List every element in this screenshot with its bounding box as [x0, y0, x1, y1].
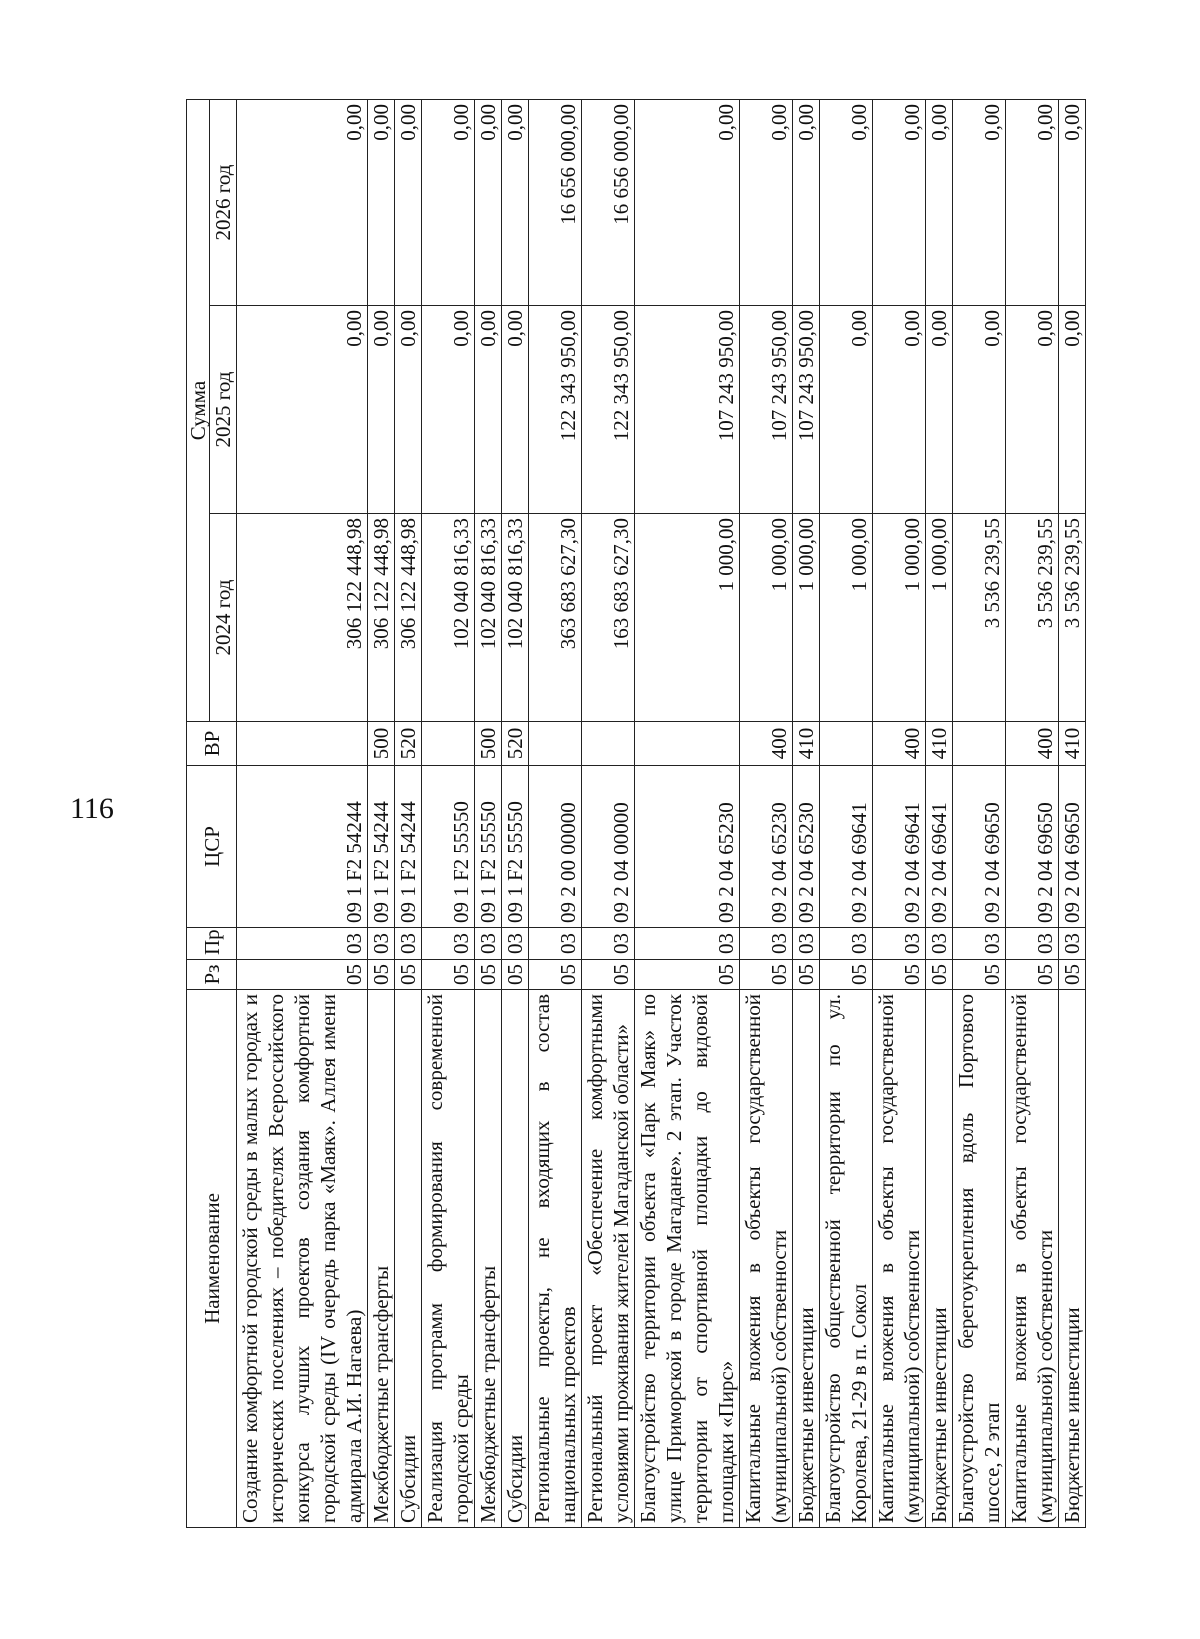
cell-pr: 03 [635, 928, 740, 960]
table-row [635, 99, 740, 1527]
cell-rz: 05 [237, 960, 368, 990]
cell-2026: 0,00 [953, 99, 1006, 305]
cell-pr: 03 [1059, 928, 1086, 960]
cell-rz: 05 [926, 960, 953, 990]
cell-csr: 09 2 04 69641 [873, 766, 926, 928]
cell-2025: 0,00 [368, 306, 395, 514]
cell-2024: 1 000,00 [926, 514, 953, 722]
cell-vr: 410 [926, 722, 953, 766]
cell-2024: 1 000,00 [873, 514, 926, 722]
rotated-table-container [186, 100, 1094, 1528]
cell-pr: 03 [926, 928, 953, 960]
table-row [1006, 99, 1059, 1527]
cell-2026: 16 656 000,00 [529, 99, 582, 305]
header-vr: ВР [187, 722, 237, 766]
cell-2025: 107 243 950,00 [740, 306, 793, 514]
cell-rz: 05 [953, 960, 1006, 990]
cell-rz: 05 [1059, 960, 1086, 990]
cell-name: Создание комфортной городской среды в малых городах и исторических поселениях – победителях Всероссийского конкурса лучших проектов создания комфортной городской среды (IV очередь парка «Маяк». Аллея имени адмирала А.И. Нагаева) [237, 990, 368, 1528]
cell-vr: 520 [502, 722, 529, 766]
cell-vr: 500 [475, 722, 502, 766]
cell-vr [635, 722, 740, 766]
cell-2025: 122 343 950,00 [529, 306, 582, 514]
cell-rz: 05 [1006, 960, 1059, 990]
cell-csr: 09 2 00 00000 [529, 766, 582, 928]
table-row [422, 99, 475, 1527]
cell-2024: 102 040 816,33 [502, 514, 529, 722]
cell-2024: 1 000,00 [820, 514, 873, 722]
cell-2026: 0,00 [1059, 99, 1086, 305]
cell-rz: 05 [395, 960, 422, 990]
budget-table [186, 99, 1086, 1528]
header-2024: 2024 год [210, 514, 237, 722]
header-name: Наименование [187, 990, 237, 1528]
header-2025: 2025 год [210, 306, 237, 514]
cell-pr: 03 [237, 928, 368, 960]
cell-pr: 03 [1006, 928, 1059, 960]
cell-2024: 163 683 627,30 [582, 514, 635, 722]
cell-pr: 03 [873, 928, 926, 960]
cell-name: Капитальные вложения в объекты государственной (муниципальной) собственности [740, 990, 793, 1528]
cell-2025: 0,00 [873, 306, 926, 514]
cell-2025: 0,00 [1059, 306, 1086, 514]
cell-name: Межбюджетные трансферты [368, 990, 395, 1528]
cell-name: Бюджетные инвестиции [793, 990, 820, 1528]
cell-2025: 0,00 [953, 306, 1006, 514]
cell-pr: 03 [953, 928, 1006, 960]
cell-pr: 03 [475, 928, 502, 960]
cell-name: Бюджетные инвестиции [1059, 990, 1086, 1528]
cell-vr: 410 [1059, 722, 1086, 766]
cell-2026: 0,00 [422, 99, 475, 305]
cell-rz: 05 [529, 960, 582, 990]
cell-2024: 1 000,00 [740, 514, 793, 722]
cell-rz: 05 [635, 960, 740, 990]
header-pr: Пр [187, 928, 237, 960]
cell-2026: 0,00 [475, 99, 502, 305]
cell-2025: 0,00 [237, 306, 368, 514]
header-rz: Рз [187, 960, 237, 990]
cell-vr: 400 [740, 722, 793, 766]
cell-2024: 363 683 627,30 [529, 514, 582, 722]
cell-csr: 09 1 F2 55550 [422, 766, 475, 928]
cell-rz: 05 [740, 960, 793, 990]
table-row [368, 99, 395, 1527]
cell-vr [953, 722, 1006, 766]
table-row [953, 99, 1006, 1527]
cell-vr [422, 722, 475, 766]
cell-csr: 09 2 04 69650 [1059, 766, 1086, 928]
cell-name: Региональные проекты, не входящих в состав национальных проектов [529, 990, 582, 1528]
table-row [1059, 99, 1086, 1527]
cell-vr: 400 [1006, 722, 1059, 766]
cell-pr: 03 [529, 928, 582, 960]
cell-pr: 03 [395, 928, 422, 960]
cell-pr: 03 [820, 928, 873, 960]
cell-name: Благоустройство общественной территории по ул. Королева, 21-29 в п. Сокол [820, 990, 873, 1528]
cell-2026: 0,00 [237, 99, 368, 305]
table-row [793, 99, 820, 1527]
cell-vr: 410 [793, 722, 820, 766]
table-row [926, 99, 953, 1527]
cell-2026: 0,00 [502, 99, 529, 305]
table-row [873, 99, 926, 1527]
cell-name: Реализация программ формирования современной городской среды [422, 990, 475, 1528]
cell-pr: 03 [793, 928, 820, 960]
cell-rz: 05 [793, 960, 820, 990]
cell-name: Капитальные вложения в объекты государственной (муниципальной) собственности [873, 990, 926, 1528]
cell-rz: 05 [582, 960, 635, 990]
cell-csr: 09 2 04 65230 [635, 766, 740, 928]
cell-2024: 3 536 239,55 [1059, 514, 1086, 722]
cell-name: Капитальные вложения в объекты государственной (муниципальной) собственности [1006, 990, 1059, 1528]
header-csr: ЦСР [187, 766, 237, 928]
cell-csr: 09 1 F2 54244 [395, 766, 422, 928]
table-row [582, 99, 635, 1527]
cell-name: Субсидии [395, 990, 422, 1528]
cell-vr [529, 722, 582, 766]
cell-vr [820, 722, 873, 766]
cell-2024: 306 122 448,98 [368, 514, 395, 722]
cell-pr: 03 [502, 928, 529, 960]
cell-2025: 0,00 [926, 306, 953, 514]
cell-rz: 05 [820, 960, 873, 990]
cell-name: Благоустройство территории объекта «Парк Маяк» по улице Приморской в городе Магадане». 2 этап. Участок территории от спортивной площадки до видовой площадки «Пирс» [635, 990, 740, 1528]
cell-vr [582, 722, 635, 766]
header-row [187, 99, 210, 1527]
cell-csr: 09 2 04 69650 [1006, 766, 1059, 928]
cell-csr: 09 1 F2 54244 [237, 766, 368, 928]
cell-2025: 0,00 [1006, 306, 1059, 514]
cell-2026: 0,00 [635, 99, 740, 305]
cell-csr: 09 2 04 69641 [820, 766, 873, 928]
cell-csr: 09 2 04 65230 [793, 766, 820, 928]
cell-2025: 107 243 950,00 [793, 306, 820, 514]
cell-2025: 107 243 950,00 [635, 306, 740, 514]
cell-pr: 03 [740, 928, 793, 960]
cell-pr: 03 [582, 928, 635, 960]
cell-2026: 0,00 [926, 99, 953, 305]
cell-2025: 0,00 [422, 306, 475, 514]
header-2026: 2026 год [210, 99, 237, 305]
cell-vr: 520 [395, 722, 422, 766]
cell-2025: 0,00 [502, 306, 529, 514]
cell-pr: 03 [422, 928, 475, 960]
table-row [740, 99, 793, 1527]
cell-name: Благоустройство берегоукрепления вдоль Портового шоссе, 2 этап [953, 990, 1006, 1528]
cell-2024: 102 040 816,33 [422, 514, 475, 722]
header-sum: Сумма [187, 99, 210, 721]
cell-name: Субсидии [502, 990, 529, 1528]
cell-2026: 0,00 [1006, 99, 1059, 305]
table-body [237, 99, 1086, 1527]
table-row [395, 99, 422, 1527]
cell-pr: 03 [368, 928, 395, 960]
cell-2026: 0,00 [820, 99, 873, 305]
cell-2026: 16 656 000,00 [582, 99, 635, 305]
page-number: 116 [70, 792, 114, 825]
cell-2025: 0,00 [395, 306, 422, 514]
cell-2024: 3 536 239,55 [953, 514, 1006, 722]
cell-name: Бюджетные инвестиции [926, 990, 953, 1528]
cell-2024: 1 000,00 [635, 514, 740, 722]
cell-2025: 0,00 [820, 306, 873, 514]
cell-csr: 09 2 04 65230 [740, 766, 793, 928]
cell-2025: 0,00 [475, 306, 502, 514]
cell-rz: 05 [475, 960, 502, 990]
cell-2024: 306 122 448,98 [237, 514, 368, 722]
cell-csr: 09 2 04 00000 [582, 766, 635, 928]
cell-csr: 09 1 F2 55550 [475, 766, 502, 928]
table-row [475, 99, 502, 1527]
cell-csr: 09 2 04 69641 [926, 766, 953, 928]
cell-2026: 0,00 [368, 99, 395, 305]
table-row [502, 99, 529, 1527]
cell-name: Межбюджетные трансферты [475, 990, 502, 1528]
cell-2024: 1 000,00 [793, 514, 820, 722]
cell-rz: 05 [422, 960, 475, 990]
cell-rz: 05 [502, 960, 529, 990]
cell-2025: 122 343 950,00 [582, 306, 635, 514]
cell-rz: 05 [368, 960, 395, 990]
cell-csr: 09 1 F2 55550 [502, 766, 529, 928]
table-row [820, 99, 873, 1527]
cell-2026: 0,00 [793, 99, 820, 305]
cell-rz: 05 [873, 960, 926, 990]
table-row [237, 99, 368, 1527]
cell-vr: 400 [873, 722, 926, 766]
table-row [529, 99, 582, 1527]
cell-csr: 09 2 04 69650 [953, 766, 1006, 928]
cell-name: Региональный проект «Обеспечение комфортными условиями проживания жителей Магаданской области» [582, 990, 635, 1528]
cell-2024: 3 536 239,55 [1006, 514, 1059, 722]
cell-2026: 0,00 [740, 99, 793, 305]
cell-2024: 102 040 816,33 [475, 514, 502, 722]
cell-2026: 0,00 [873, 99, 926, 305]
cell-csr: 09 1 F2 54244 [368, 766, 395, 928]
cell-2024: 306 122 448,98 [395, 514, 422, 722]
cell-2026: 0,00 [395, 99, 422, 305]
cell-vr: 500 [368, 722, 395, 766]
cell-vr [237, 722, 368, 766]
